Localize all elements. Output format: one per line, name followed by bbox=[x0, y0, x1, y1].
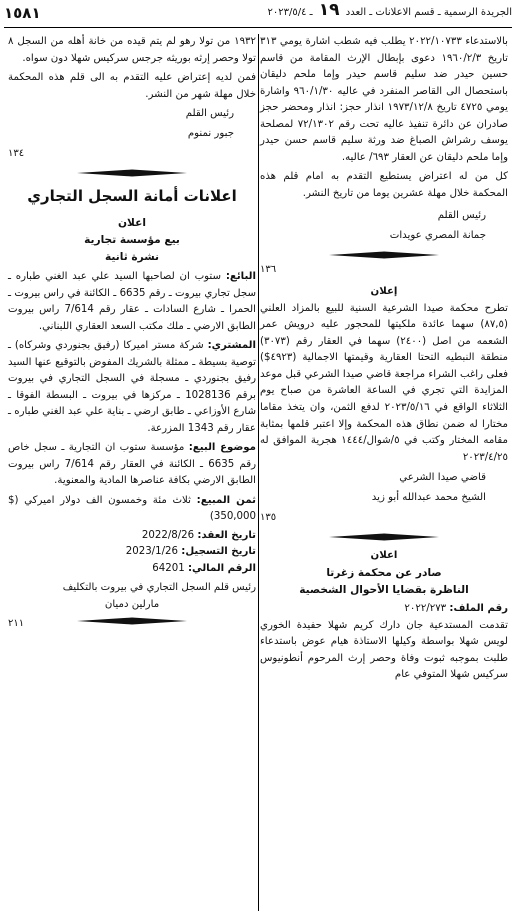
notice3-file-value: ٢٠٢٢/٢٧٣ bbox=[404, 603, 447, 615]
notice1-text: بالاستدعاء ٢٠٢٢/١٠٧٣٣ يطلب فيه شطب اشارة يومي ٣١٣ تاريخ ١٩٦٠/٢/٣ دعوى بإبطال الإرث المقامة من قاسم حسين حيدر ضد سليم قاسم حيدر وإما ملحم دليقان باستحصال الى القاصر المنفرد في عاليه ٩٦٠/١/٣٠ واشارة يومي ٤٧٢٥ تاريخ ١٩٧٣/١٢/٨ انذار حجز: انذار ومحضر حجز صادران عن دائرة تنفيذ عاليه تحت رقم ٧٢/١٣٠٢ لمصلحة يوسف رشراش الصباغ ضد ورثة سليم قاسم حسن حيدر وإما ملحم دليقان عن العقار ٦٩٣/ عاليه. bbox=[260, 36, 509, 163]
registration-date bbox=[8, 544, 256, 561]
buyer-paragraph bbox=[8, 338, 256, 437]
seller-paragraph bbox=[8, 269, 256, 335]
serial-number-label: الرقم المالي: bbox=[187, 562, 256, 574]
notice1-sig-title: رئيس القلم bbox=[437, 210, 486, 222]
notice2-sig-name: الشيخ محمد عبدالله أبو زيد bbox=[371, 491, 486, 503]
separator-ornament bbox=[260, 249, 508, 261]
price-label: ثمن المبيع: bbox=[196, 494, 256, 506]
notice3-file bbox=[260, 601, 508, 618]
left-column bbox=[8, 34, 256, 633]
separator-ornament bbox=[8, 167, 256, 179]
notice2-number: ١٣٥ bbox=[260, 512, 277, 524]
notice1-sig-name: جمانة المصري عويدات bbox=[389, 229, 486, 241]
page-number: ١٥٨١ bbox=[4, 3, 41, 22]
column-divider bbox=[258, 34, 259, 911]
seller-text: ستوب ان لصاحبها السيد علي عبد الغني طباره ـ سجل تجاري بيروت ـ رقم 6635 ـ الكائنة في راس بيروت ـ الحمرا ـ شارع السادات ـ عقار رقم 7/614 راس بيروت الطابق الارضي ـ ملك مكتب السعد العقاري اللبناني. bbox=[8, 271, 256, 332]
notice1-number: ١٣٦ bbox=[260, 264, 277, 276]
ad-subtitle: بيع مؤسسة تجارية bbox=[84, 233, 180, 246]
subject-paragraph bbox=[8, 440, 256, 490]
issue-number: ١٩ bbox=[318, 0, 340, 21]
notice3-court: صادر عن محكمة زغرتا bbox=[326, 566, 442, 579]
ad-edition: نشرة ثانية bbox=[105, 250, 159, 263]
cont-sig-name: جبور نمنوم bbox=[187, 127, 234, 139]
notice2-sig-title: قاضي صيدا الشرعي bbox=[399, 472, 486, 484]
final-number: ٢١١ bbox=[8, 618, 25, 630]
notice1-objection: كل من له اعتراض يستطيع التقدم به امام قلم هذه المحكمة خلال مهلة عشرين يوما من تاريخ النشر. bbox=[260, 171, 508, 199]
price-text: ثلاث مئة وخمسون الف دولار اميركي ($ 350,000) bbox=[8, 494, 256, 523]
ad-title: اعلان bbox=[118, 216, 146, 229]
buyer-text: شركة مستر اميركا (رفيق بجنوردي وشركاه) ـ توصية بسيطة ـ ممثلة بالشريك المفوض بالتوقيع عنها السيد رفيق بجنوردي ـ مسجلة في السجل التجاري في بيروت برقم 1028136 ـ مركزها في بيروت ـ البسطة الفوقا ـ شارع الأوزاعي ـ طابق ارضي ـ بناية علي عبد الغني طباره ـ عقار رقم 1343 المزرعة. bbox=[8, 340, 256, 434]
right-column bbox=[260, 34, 508, 684]
contract-date-label: تاريخ العقد: bbox=[197, 529, 256, 541]
notice3-court-type: الناظرة بقضايا الأحوال الشخصية bbox=[299, 583, 469, 596]
notice2-title: إعلان bbox=[370, 286, 398, 298]
seller-label: البائع: bbox=[225, 271, 256, 283]
section-title: اعلانات أمانة السجل التجاري bbox=[27, 187, 237, 206]
cont-number: ١٣٤ bbox=[8, 148, 25, 160]
notice3-title: اعلان bbox=[370, 550, 398, 562]
cont-sig-title: رئيس القلم bbox=[185, 108, 234, 120]
cont-objection: فمن لديه إعتراض عليه التقدم به الى قلم هذه المحكمة خلال مهلة شهر من النشر. bbox=[8, 72, 256, 100]
contract-date-value: 2022/8/26 bbox=[141, 529, 195, 541]
price-paragraph bbox=[8, 493, 256, 526]
issue-date: ـ ٢٠٢٣/٥/٤ bbox=[267, 7, 313, 19]
registration-date-label: تاريخ التسجيل: bbox=[181, 546, 256, 558]
subject-text: مؤسسة ستوب ان التجارية ـ سجل خاص رقم 6635 ـ الكائنة في العقار رقم 7/614 راس بيروت الطابق الارضي بكافة عناصرها المادية والمعنوية. bbox=[8, 442, 256, 487]
final-sig-name: مارلين دميان bbox=[104, 598, 160, 610]
serial-number bbox=[8, 561, 256, 578]
contract-date bbox=[8, 528, 256, 545]
final-sig-title: رئيس قلم السجل التجاري في بيروت بالتكليف bbox=[62, 582, 256, 594]
page-header bbox=[4, 0, 512, 28]
journal-prefix: الجريدة الرسمية ـ قسم الاعلانات ـ العدد bbox=[345, 7, 512, 19]
journal-info bbox=[268, 0, 512, 25]
cont-text: ١٩٣٢ من تولا رهو لم يتم قيده من خانة أهله من السجل ٨ تولا وحصر إرثه بوريثه جرجس سركيس شهلا دون سواه. bbox=[8, 36, 256, 64]
subject-label: موضوع البيع: bbox=[188, 442, 256, 454]
separator-ornament bbox=[260, 531, 508, 543]
notice3-file-label: رقم الملف: bbox=[449, 603, 508, 615]
notice3-text: تقدمت المستدعية جان دارك كريم شهلا حفيدة الخوري لويس شهلا بواسطة وكيلها الاستاذة هيام عوض باستدعاء طلبت بموجبه ثبوت وفاة وحصر إرث المرحوم أنطونيوس سركيس شهلا المتوفي عام bbox=[260, 619, 508, 681]
buyer-label: المشتري: bbox=[207, 340, 256, 352]
registration-date-value: 2023/1/26 bbox=[125, 546, 178, 558]
notice2-text: تطرح محكمة صيدا الشرعية السنية للبيع بالمزاد العلني (٨٧,٥) سهما عائدة ملكيتها للمحجور عليه درويش عمر الشعمه من اصل (٢٤٠٠) سهما في العقار رقم (٣٠٧٣) منطقة النبطيه التحتا العقارية وقيمتها الاجمالية (٤٩٢٣$) فعلى راغب الشراء مراجعة قاضي صيدا الشرعي قبل موعد المزايدة التي تجري في الساعة العاشرة من صباح يوم الثلاثاء الواقع في ٢٠٢٣/٥/١٦ لدفع الثمن، وان يتخذ مقاما مختارا له ضمن نطاق هذه المحكمة وإلا اعتبر قلمها بمثابة مقامه المختار وكتب في ٥/شوال/١٤٤٤ هجرية الموافق له ٢٠٢٣/٤/٢٥ bbox=[260, 302, 509, 463]
serial-number-value: 64201 bbox=[152, 562, 185, 574]
